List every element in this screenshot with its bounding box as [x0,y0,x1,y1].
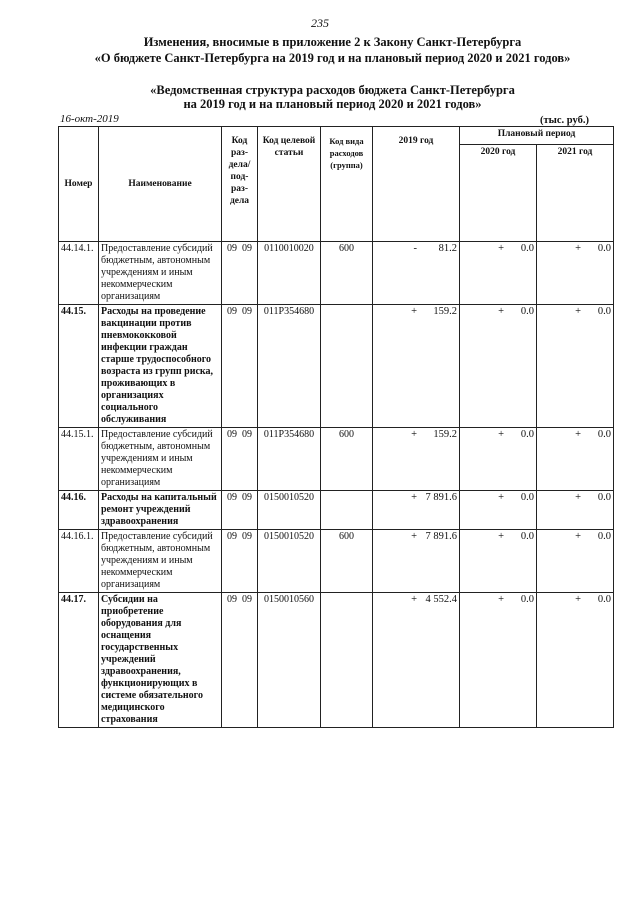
row-amount-2019 [373,530,460,593]
amount-sign: + [411,429,417,440]
row-target: 0150010520 [258,491,321,530]
row-target: 011P354680 [258,305,321,428]
row-target: 011P354680 [258,428,321,491]
row-name: Предоставление субсидий бюджетным, автономным учреждениям и иным некоммерческим организациям [99,242,222,305]
amount-value: 4 552.4 [425,594,457,605]
row-name: Предоставление субсидий бюджетным, автономным учреждениям и иным некоммерческим организациям [99,530,222,593]
amount-sign: + [498,306,504,317]
row-target: 0110010020 [258,242,321,305]
amount-sign: + [411,594,417,605]
table-row [59,530,614,593]
row-amount-2021 [537,242,614,305]
amount-value: 7 891.6 [425,531,457,542]
row-amount-2020 [460,593,537,728]
amount-sign: + [575,531,581,542]
row-vid [321,593,373,728]
row-number: 44.14.1. [59,242,99,305]
row-vid: 600 [321,242,373,305]
subtitle-line-2: на 2019 год и на плановый период 2020 и 2021 годов» [183,97,482,111]
row-amount-2020 [460,530,537,593]
amount-sign: + [411,492,417,503]
row-amount-2019 [373,593,460,728]
title-line-1: Изменения, вносимые в приложение 2 к Закону Санкт-Петербурга [143,35,522,49]
row-name: Расходы на капитальный ремонт учреждений здравоохранения [99,491,222,530]
row-amount-2020 [460,428,537,491]
amount-value: 0.0 [520,594,534,605]
row-razdel-code: 09 [227,594,237,605]
row-amount-2021 [537,428,614,491]
amount-sign: + [498,594,504,605]
row-number: 44.16. [59,491,99,530]
row-podrazdel-code: 09 [242,306,252,317]
row-number: 44.15. [59,305,99,428]
amount-value: 0.0 [520,492,534,503]
row-amount-2021 [537,530,614,593]
amount-value: 159.2 [433,306,457,317]
table-row [59,242,614,305]
row-podrazdel-code: 09 [242,594,252,605]
row-razdel [222,428,258,491]
amount-value: 0.0 [597,429,611,440]
amount-value: 0.0 [597,243,611,254]
row-amount-2021 [537,593,614,728]
row-vid: 600 [321,428,373,491]
header-2021: 2021 год [537,144,614,241]
amount-sign: + [575,429,581,440]
amount-sign: + [411,531,417,542]
amount-sign: + [498,243,504,254]
header-2019: 2019 год [373,127,460,242]
amount-value: 0.0 [520,306,534,317]
amount-value: 0.0 [597,492,611,503]
row-amount-2019 [373,491,460,530]
amount-sign: + [498,429,504,440]
table-row [59,305,614,428]
row-razdel-code: 09 [227,492,237,503]
row-razdel [222,242,258,305]
row-podrazdel-code: 09 [242,429,252,440]
row-amount-2020 [460,242,537,305]
amount-value: 159.2 [433,429,457,440]
row-amount-2021 [537,491,614,530]
row-amount-2021 [537,305,614,428]
header-vid: Код вида расходов (группа) [321,127,373,242]
row-name: Предоставление субсидий бюджетным, автономным учреждениям и иным некоммерческим организациям [99,428,222,491]
amount-sign: + [575,594,581,605]
amount-value: 7 891.6 [425,492,457,503]
row-number: 44.16.1. [59,530,99,593]
amount-value: 0.0 [597,594,611,605]
page-number: 235 [311,16,329,30]
row-amount-2020 [460,491,537,530]
row-razdel-code: 09 [227,429,237,440]
title-line-2: «О бюджете Санкт-Петербурга на 2019 год и на плановый период 2020 и 2021 годов» [94,51,571,65]
table-row [59,491,614,530]
units-label: (тыс. руб.) [540,115,589,126]
amount-sign: + [575,306,581,317]
row-razdel-code: 09 [227,531,237,542]
amount-sign: - [413,243,417,254]
row-vid [321,305,373,428]
amount-value: 0.0 [520,531,534,542]
row-razdel [222,593,258,728]
row-podrazdel-code: 09 [242,531,252,542]
amount-value: 81.2 [438,243,457,254]
amount-value: 0.0 [597,531,611,542]
row-razdel-code: 09 [227,306,237,317]
table-subtitle [40,83,625,111]
header-number: Номер [59,127,99,242]
amount-sign: + [498,492,504,503]
row-vid: 600 [321,530,373,593]
row-amount-2020 [460,305,537,428]
table-row [59,428,614,491]
row-number: 44.15.1. [59,428,99,491]
document-title [40,34,625,66]
table-row [59,593,614,728]
header-name: Наименование [99,127,222,242]
amount-value: 0.0 [520,429,534,440]
row-target: 0150010560 [258,593,321,728]
header-target: Код целевой статьи [258,127,321,242]
subtitle-line-1: «Ведомственная структура расходов бюджета Санкт-Петербурга [150,83,515,97]
row-target: 0150010520 [258,530,321,593]
row-razdel [222,491,258,530]
row-amount-2019 [373,428,460,491]
row-podrazdel-code: 09 [242,243,252,254]
row-name: Расходы на проведение вакцинации против пневмококковой инфекции граждан старше трудоспособного возраста из групп риска, проживающих в организациях социального обслуживания [99,305,222,428]
row-amount-2019 [373,305,460,428]
header-2020: 2020 год [460,144,537,241]
row-razdel-code: 09 [227,243,237,254]
row-razdel [222,530,258,593]
header-razdel: Код раз- дела/ под- раз- дела [222,127,258,242]
amount-value: 0.0 [597,306,611,317]
row-podrazdel-code: 09 [242,492,252,503]
amount-sign: + [575,492,581,503]
document-date: 16-окт-2019 [60,113,119,125]
row-vid [321,491,373,530]
header-plan-period: Плановый период [460,127,614,145]
row-razdel [222,305,258,428]
amount-sign: + [411,306,417,317]
amount-value: 0.0 [520,243,534,254]
budget-table [58,126,614,728]
row-number: 44.17. [59,593,99,728]
amount-sign: + [575,243,581,254]
row-name: Субсидии на приобретение оборудования для оснащения государственных учреждений здравоохранения, функционирующих в системе обязательного медицинского страхования [99,593,222,728]
row-amount-2019 [373,242,460,305]
amount-sign: + [498,531,504,542]
